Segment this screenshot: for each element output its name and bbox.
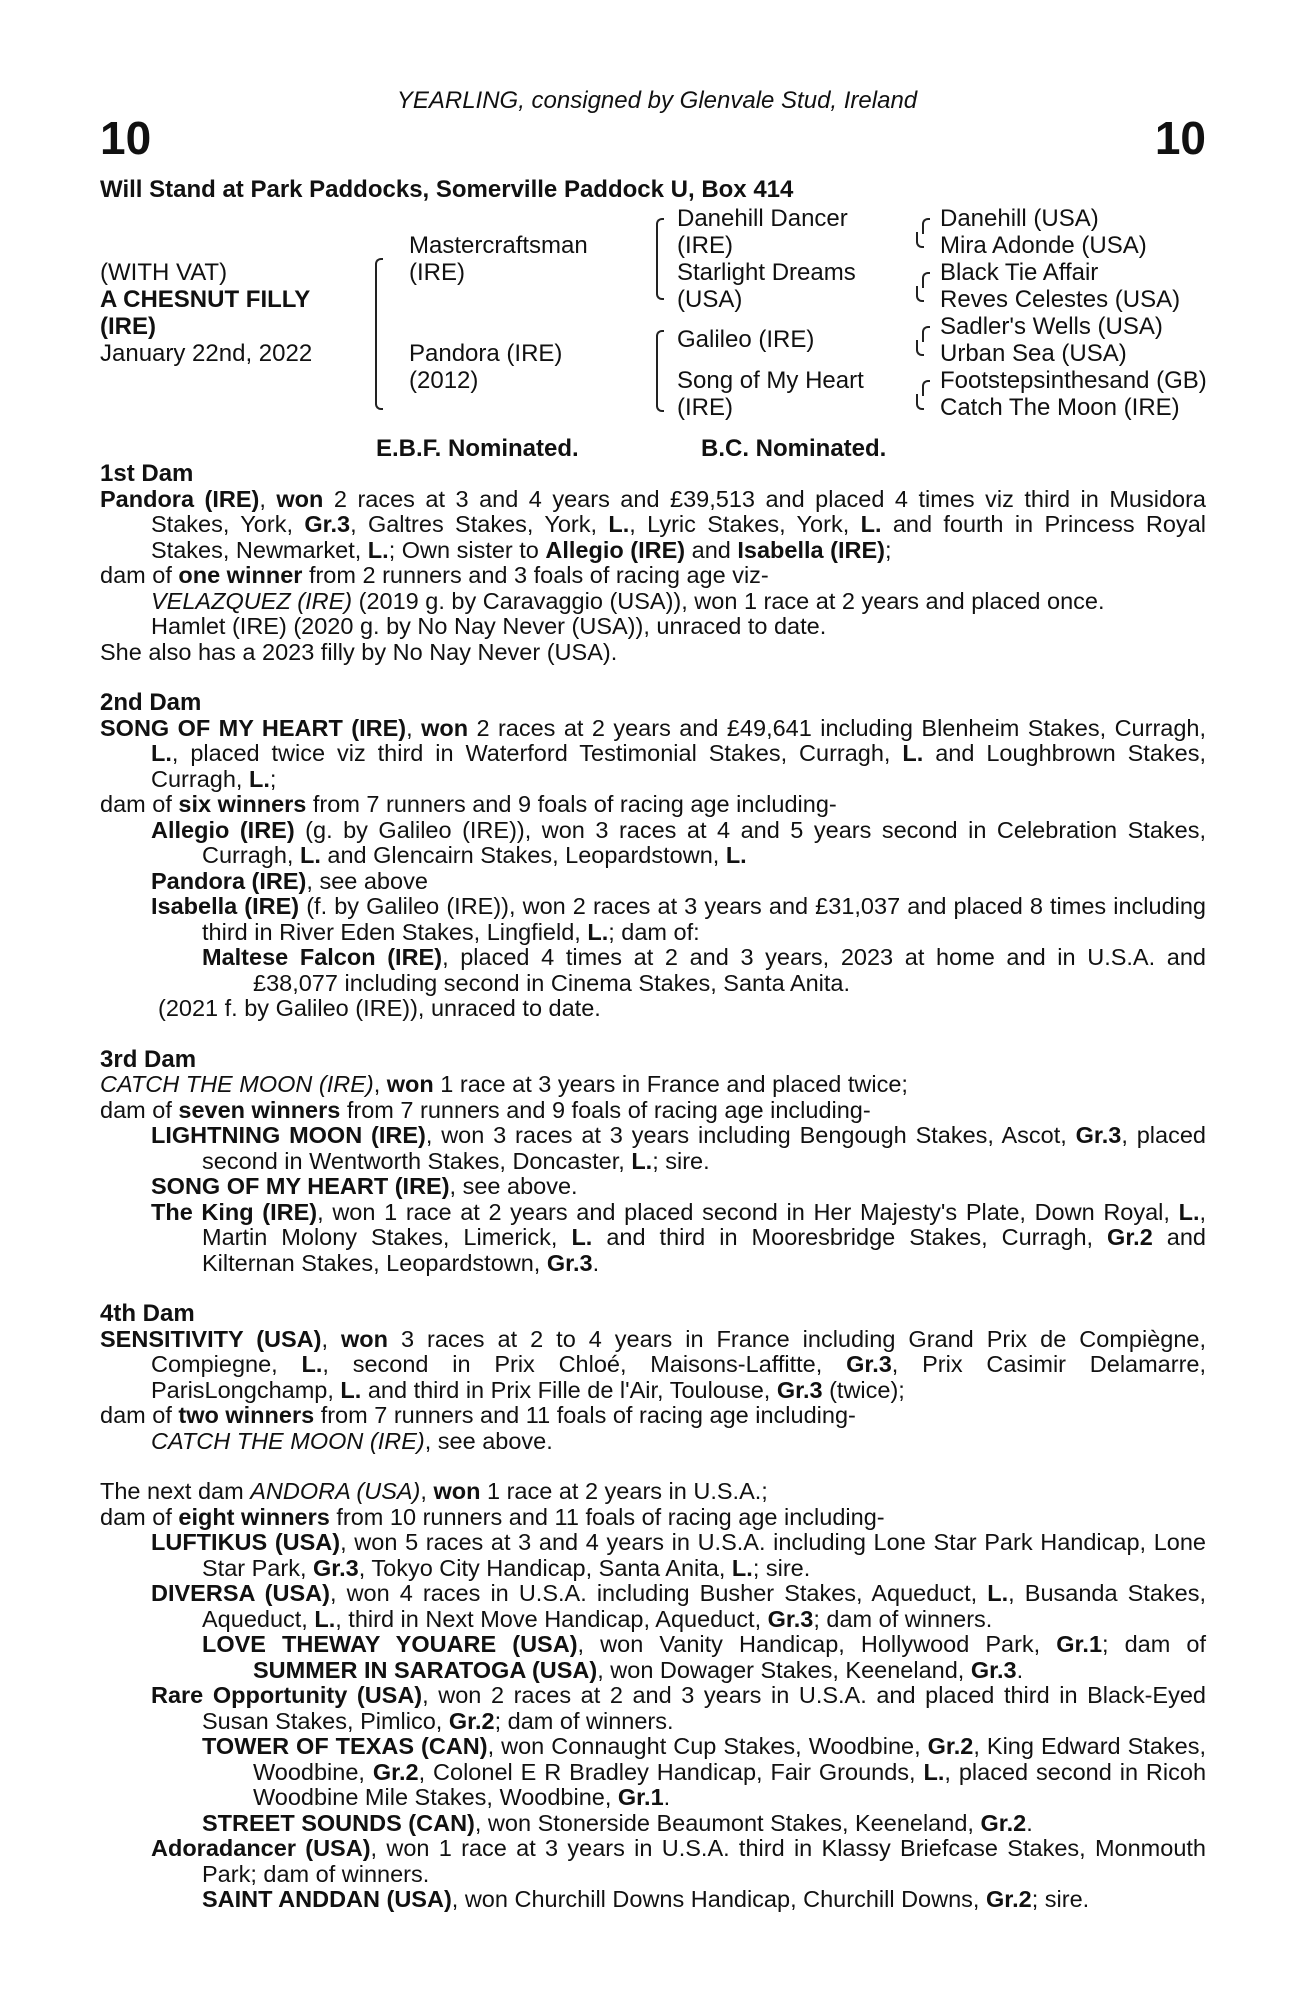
first-dam-note: She also has a 2023 filly by No Nay Never (USA). — [100, 638, 618, 665]
first-dam-produce-2: Hamlet (IRE) (2020 g. by No Nay Never (USA)), unraced to date. — [151, 613, 827, 639]
brace-g3-2b — [916, 286, 924, 302]
brace-g3-3b — [916, 340, 924, 356]
sire-dam-country: (USA) — [677, 286, 743, 313]
subject-country: (IRE) — [100, 313, 156, 340]
second-dam-grandproduce-1: Maltese Falcon (IRE), placed 4 times at 2 and 3 years, 2023 at home and in U.S.A. and £38,077 including second in Cinema Stakes, Santa Anita. — [202, 944, 1206, 996]
next-dam-record: The next dam ANDORA (USA), won 1 race at 2 years in U.S.A.; — [100, 1478, 768, 1504]
brace-g3-4b — [916, 394, 924, 410]
sire-country: (IRE) — [409, 259, 465, 286]
first-dam-record: Pandora (IRE), won 2 races at 3 and 4 years and £39,513 and placed 4 times viz third in Musidora Stakes, York, Gr.3, Galtres Stakes, York, L., Lyric Stakes, York, L. and fourth in Princess Royal Stakes, Newmarket, L.; Own sister to Allegio (IRE) and Isabella (IRE); — [100, 485, 1207, 563]
next-dam-produce-4: Adoradancer (USA), won 1 race at 3 years in U.S.A. third in Klassy Briefcase Stakes, Monmouth Park; dam of winners. — [151, 1835, 1206, 1887]
dam-year: (2012) — [409, 367, 479, 394]
lot-number-left: 10 — [100, 112, 152, 164]
second-dam-heading: 2nd Dam — [100, 689, 202, 716]
stand-location: Will Stand at Park Paddocks, Somerville Paddock U, Box 414 — [100, 176, 794, 203]
dam-line-content — [100, 461, 1206, 1913]
ebf-nomination: E.B.F. Nominated. — [376, 435, 579, 462]
sire-name: Mastercraftsman — [409, 232, 588, 259]
next-dam-grandproduce-3: STREET SOUNDS (CAN), won Stonerside Beaumont Stakes, Keeneland, Gr.2. — [202, 1809, 1033, 1836]
dam-sire-name: Galileo (IRE) — [677, 326, 815, 353]
gen3-3: Black Tie Affair — [940, 259, 1099, 286]
brace-gen1-bottom — [375, 348, 383, 410]
second-dam-produce-4: (2021 f. by Galileo (IRE)), unraced to date. — [158, 995, 601, 1021]
brace-g3-1b — [916, 232, 924, 248]
first-dam-produce-1: VELAZQUEZ (IRE) (2019 g. by Caravaggio (USA)), won 1 race at 2 years and placed once. — [151, 587, 1105, 614]
next-dam-produce-2: DIVERSA (USA), won 4 races in U.S.A. including Busher Stakes, Aqueduct, L., Busanda Stakes, Aqueduct, L., third in Next Move Handicap, Aqueduct, Gr.3; dam of winners. — [151, 1580, 1207, 1632]
next-dam-grandproduce-4: SAINT ANDDAN (USA), won Churchill Downs Handicap, Churchill Downs, Gr.2; sire. — [202, 1886, 1090, 1912]
second-dam-produce-3: Isabella (IRE) (f. by Galileo (IRE)), won 2 races at 3 years and £31,037 and placed 8 times including third in River Eden Stakes, Lingfield, L.; dam of: — [151, 893, 1206, 945]
third-dam-produce-2: SONG OF MY HEART (IRE), see above. — [151, 1173, 578, 1199]
pedigree-table — [0, 0, 1314, 440]
brace-dam-bottom — [656, 370, 664, 412]
next-dam-produce-1: LUFTIKUS (USA), won 5 races at 3 and 4 years in U.S.A. including Lone Star Park Handicap, Lone Star Park, Gr.3, Tokyo City Handicap, Santa Anita, L.; sire. — [151, 1529, 1206, 1581]
second-dam-produce-2: Pandora (IRE), see above — [151, 867, 428, 894]
third-dam-heading: 3rd Dam — [100, 1045, 197, 1073]
next-dam-produce-summary: dam of eight winners from 10 runners and 11 foals of racing age including- — [100, 1503, 885, 1530]
lot-number-right: 10 — [1154, 112, 1206, 164]
next-dam-grandproduce-2: TOWER OF TEXAS (CAN), won Connaught Cup Stakes, Woodbine, Gr.2, King Edward Stakes, Woodbine, Gr.2, Colonel E R Bradley Handicap, Fair Grounds, L., placed second in Ricoh Woodbine Mile Stakes, Woodbine, Gr.1. — [202, 1733, 1207, 1810]
sire-dam-name: Starlight Dreams — [677, 259, 856, 286]
gen3-2: Mira Adonde (USA) — [940, 232, 1147, 259]
brace-sire-bottom — [656, 258, 664, 300]
subject-name: A CHESNUT FILLY — [100, 286, 311, 313]
second-dam-produce-1: Allegio (IRE) (g. by Galileo (IRE)), won 3 races at 4 and 5 years second in Celebration Stakes, Curragh, L. and Glencairn Stakes, Leopardstown, L. — [151, 816, 1206, 868]
gen3-6: Urban Sea (USA) — [940, 340, 1127, 367]
third-dam-produce-3: The King (IRE), won 1 race at 2 years and placed second in Her Majesty's Plate, Down Royal, L., Martin Molony Stakes, Limerick, L. and third in Mooresbridge Stakes, Curragh, Gr.2 and Kilternan Stakes, Leopardstown, Gr.3. — [151, 1198, 1207, 1276]
third-dam-record: CATCH THE MOON (IRE), won 1 race at 3 years in France and placed twice; — [100, 1071, 908, 1097]
bc-nomination: B.C. Nominated. — [701, 435, 887, 462]
third-dam-produce-summary: dam of seven winners from 7 runners and 9 foals of racing age including- — [100, 1096, 871, 1123]
vat-note: (WITH VAT) — [100, 259, 228, 286]
brace-sire-top — [656, 218, 664, 260]
third-dam-produce-1: LIGHTNING MOON (IRE), won 3 races at 3 years including Bengough Stakes, Ascot, Gr.3, placed second in Wentworth Stakes, Doncaster, L.; sire. — [151, 1122, 1206, 1174]
second-dam-record: SONG OF MY HEART (IRE), won 2 races at 2 years and £49,641 including Blenheim Stakes, Curragh, L., placed twice viz third in Waterford Testimonial Stakes, Curragh, L. and Loughbrown Stakes, Curragh, L.; — [100, 714, 1207, 792]
sire-sire-country: (IRE) — [677, 232, 733, 259]
consignment-line: YEARLING, consigned by Glenvale Stud, Ireland — [396, 87, 918, 114]
brace-gen1-top — [375, 258, 383, 350]
dam-dam-name: Song of My Heart — [677, 367, 864, 394]
dam-dam-country: (IRE) — [677, 394, 733, 421]
fourth-dam-record: SENSITIVITY (USA), won 3 races at 2 to 4 years in France including Grand Prix de Compiègne, Compiegne, L., second in Prix Chloé, Maisons-Laffitte, Gr.3, Prix Casimir Delamarre, ParisLongchamp, L. and third in Prix Fille de l'Air, Toulouse, Gr.3 (twice); — [100, 1325, 1207, 1403]
first-dam-heading: 1st Dam — [100, 460, 194, 487]
gen3-7: Footstepsinthesand (GB) — [940, 367, 1207, 394]
fourth-dam-produce-1: CATCH THE MOON (IRE), see above. — [151, 1427, 553, 1454]
fourth-dam-heading: 4th Dam — [100, 1300, 195, 1327]
brace-dam-top — [656, 330, 664, 372]
next-dam-grandproduce-1: LOVE THEWAY YOUARE (USA), won Vanity Handicap, Hollywood Park, Gr.1; dam of SUMMER IN SARATOGA (USA), won Dowager Stakes, Keeneland, Gr.3. — [202, 1631, 1207, 1683]
gen3-5: Sadler's Wells (USA) — [940, 313, 1163, 340]
fourth-dam-produce-summary: dam of two winners from 7 runners and 11 foals of racing age including- — [100, 1402, 856, 1428]
subject-foaled: January 22nd, 2022 — [100, 340, 313, 367]
first-dam-produce-summary: dam of one winner from 2 runners and 3 foals of racing age viz- — [100, 562, 769, 588]
dam-name: Pandora (IRE) — [409, 340, 563, 367]
sire-sire-name: Danehill Dancer — [677, 205, 848, 232]
second-dam-produce-summary: dam of six winners from 7 runners and 9 foals of racing age including- — [100, 791, 837, 817]
next-dam-produce-3: Rare Opportunity (USA), won 2 races at 2 and 3 years in U.S.A. and placed third in Black-Eyed Susan Stakes, Pimlico, Gr.2; dam of winners. — [151, 1682, 1206, 1734]
gen3-1: Danehill (USA) — [940, 205, 1099, 232]
gen3-4: Reves Celestes (USA) — [940, 286, 1181, 313]
gen3-8: Catch The Moon (IRE) — [940, 394, 1180, 421]
